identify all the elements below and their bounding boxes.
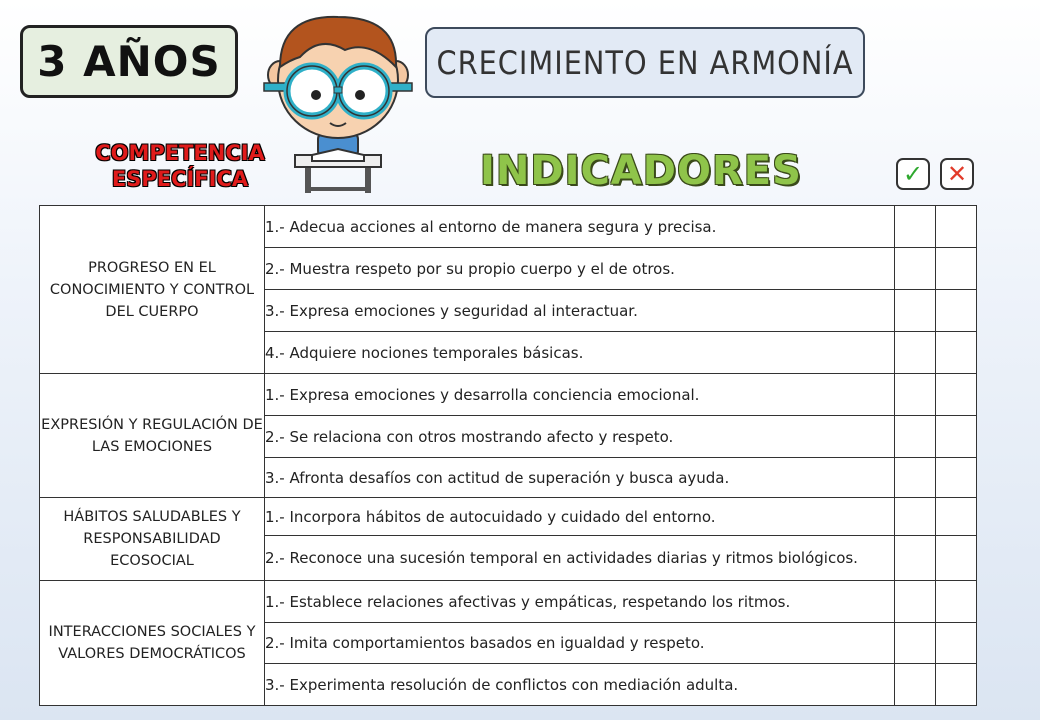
cross-cell[interactable] (936, 664, 977, 706)
check-cell[interactable] (895, 374, 936, 416)
check-cell[interactable] (895, 458, 936, 498)
cross-cell[interactable] (936, 623, 977, 664)
indicator-text: 2.- Reconoce una sucesión temporal en actividades diarias y ritmos biológicos. (265, 536, 895, 581)
cross-cell[interactable] (936, 536, 977, 581)
indicator-text: 3.- Experimenta resolución de conflictos con mediación adulta. (265, 664, 895, 706)
student-illustration (250, 5, 425, 195)
check-cell[interactable] (895, 664, 936, 706)
cross-cell[interactable] (936, 458, 977, 498)
cross-cell[interactable] (936, 498, 977, 536)
indicator-text: 1.- Adecua acciones al entorno de manera segura y precisa. (265, 206, 895, 248)
competencia-cell: PROGRESO EN EL CONOCIMIENTO Y CONTROL DEL CUERPO (40, 206, 265, 374)
cross-cell[interactable] (936, 581, 977, 623)
competencia-especifica-label: COMPETENCIA ESPECÍFICA (95, 141, 265, 191)
table-row (40, 374, 977, 416)
table-row (40, 498, 977, 536)
check-cell[interactable] (895, 498, 936, 536)
check-cell[interactable] (895, 623, 936, 664)
indicator-text: 2.- Imita comportamientos basados en igualdad y respeto. (265, 623, 895, 664)
indicator-text: 2.- Se relaciona con otros mostrando afecto y respeto. (265, 416, 895, 458)
indicator-text: 1.- Expresa emociones y desarrolla conciencia emocional. (265, 374, 895, 416)
cross-icon: ✕ (940, 158, 974, 190)
indicator-text: 3.- Afronta desafíos con actitud de superación y busca ayuda. (265, 458, 895, 498)
age-label: 3 AÑOS (20, 25, 238, 98)
competencia-cell: HÁBITOS SALUDABLES Y RESPONSABILIDAD ECOSOCIAL (40, 498, 265, 581)
check-icon: ✓ (896, 158, 930, 190)
cross-cell[interactable] (936, 374, 977, 416)
cross-cell[interactable] (936, 332, 977, 374)
check-cell[interactable] (895, 416, 936, 458)
indicadores-label: INDICADORES (480, 148, 802, 194)
check-cell[interactable] (895, 290, 936, 332)
cross-cell[interactable] (936, 290, 977, 332)
indicators-table (39, 205, 977, 706)
check-cell[interactable] (895, 206, 936, 248)
indicator-text: 3.- Expresa emociones y seguridad al interactuar. (265, 290, 895, 332)
check-cell[interactable] (895, 536, 936, 581)
indicator-text: 1.- Establece relaciones afectivas y empáticas, respetando los ritmos. (265, 581, 895, 623)
indicator-text: 4.- Adquiere nociones temporales básicas. (265, 332, 895, 374)
indicator-text: 1.- Incorpora hábitos de autocuidado y cuidado del entorno. (265, 498, 895, 536)
check-cell[interactable] (895, 332, 936, 374)
cross-cell[interactable] (936, 248, 977, 290)
area-title: CRECIMIENTO EN ARMONÍA (425, 27, 865, 98)
cross-cell[interactable] (936, 416, 977, 458)
cross-cell[interactable] (936, 206, 977, 248)
check-cell[interactable] (895, 248, 936, 290)
table-row (40, 206, 977, 248)
indicator-text: 2.- Muestra respeto por su propio cuerpo y el de otros. (265, 248, 895, 290)
check-cell[interactable] (895, 581, 936, 623)
competencia-cell: INTERACCIONES SOCIALES Y VALORES DEMOCRÁTICOS (40, 581, 265, 706)
competencia-cell: EXPRESIÓN Y REGULACIÓN DE LAS EMOCIONES (40, 374, 265, 498)
table-row (40, 581, 977, 623)
